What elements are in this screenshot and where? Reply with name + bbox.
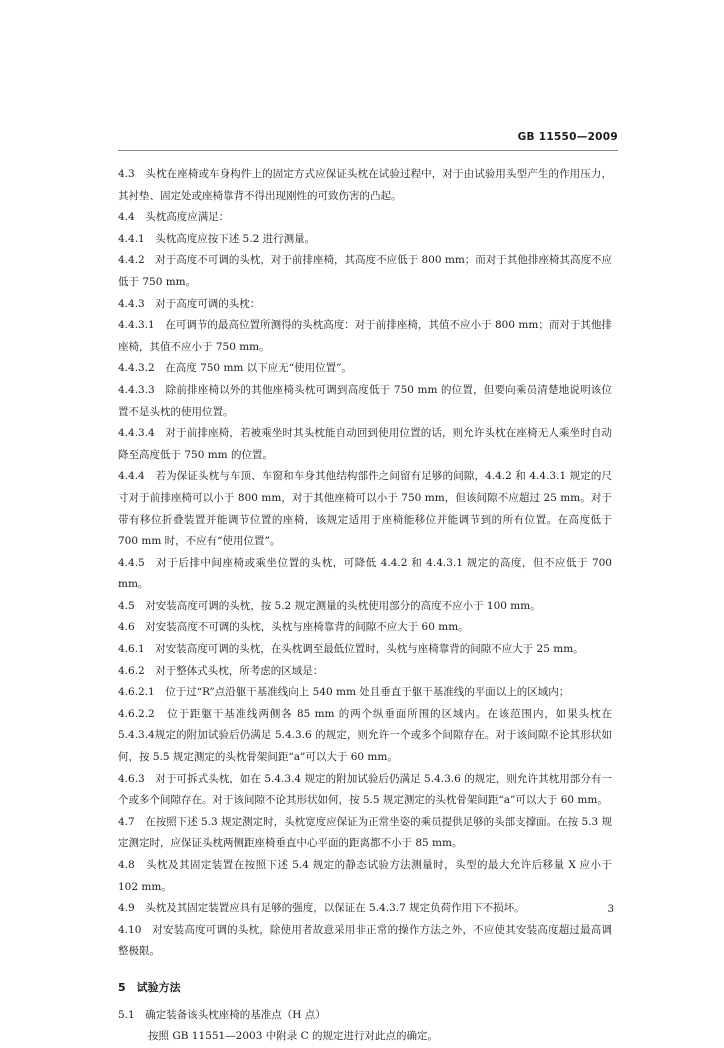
header-rule (118, 150, 618, 151)
clause-4-8: 4.8 头枕及其固定装置在按照下述 5.4 规定的静态试验方法测量时，头型的最大允许后移量 X 应小于 102 mm。 (118, 859, 612, 893)
clause-4-4-3-1: 4.4.3.1 在可调节的最高位置所测得的头枕高度：对于前排座椅，其值不应小于 800 mm；而对于其他排座椅，其值不应小于 750 mm。 (118, 319, 612, 353)
clause-4-4-4: 4.4.4 若为保证头枕与车顶、车窗和车身其他结构部件之间留有足够的间隙，4.4.2 和 4.4.3.1 规定的尺寸对于前排座椅可以小于 800 mm，对于其他座椅可以小于 750 mm，但该间隙不应超过 25 mm。对于带有移位折叠装置并能调节位置的座椅，该规定适用于座椅能移位并能调节到的所有位置。在高度低于 700 mm 时，不应有“使用位置”。 (118, 470, 612, 548)
clause-4-4-3: 4.4.3 对于高度可调的头枕： (118, 297, 261, 310)
clause-4-6-2: 4.6.2 对于整体式头枕，所考虑的区域是： (118, 664, 324, 677)
clause-5-1-text: 按照 GB 11551—2003 中附录 C 的规定进行对此点的确定。 (148, 1030, 438, 1043)
clause-4-4-2: 4.4.2 对于高度不可调的头枕，对于前排座椅，其高度不应低于 800 mm；而对于其他排座椅其高度不应低于 750 mm。 (118, 254, 612, 288)
document-code: GB 11550—2009 (517, 131, 618, 143)
clause-4-7: 4.7 在按照下述 5.3 规定测定时，头枕宽度应保证为正常坐姿的乘员提供足够的头部支撑面。在按 5.3 规定测定时，应保证头枕两侧距座椅垂直中心平面的距离都不小于 85 mm。 (118, 815, 612, 850)
clause-4-4-3-2: 4.4.3.2 在高度 750 mm 以下应无“使用位置”。 (118, 362, 352, 375)
section-5-heading: 5 试验方法 (118, 980, 181, 994)
clause-4-10: 4.10 对安装高度可调的头枕，除使用者故意采用非正常的操作方法之外，不应使其安装高度超过最高调整极限。 (118, 923, 612, 958)
clause-4-3: 4.3 头枕在座椅或车身构件上的固定方式应保证头枕在试验过程中，对于由试验用头型产生的作用压力，其衬垫、固定处或座椅靠背不得出现刚性的可致伤害的凸起。 (118, 168, 612, 202)
clause-4-6: 4.6 对安装高度不可调的头枕，头枕与座椅靠背的间隙不应大于 60 mm。 (118, 621, 469, 634)
clause-4-4-3-4: 4.4.3.4 对于前排座椅，若被乘坐时其头枕能自动回到使用位置的话，则允许头枕在座椅无人乘坐时自动降至高度低于 750 mm 的位置。 (118, 427, 612, 461)
clause-4-6-3: 4.6.3 对于可拆式头枕，如在 5.4.3.4 规定的附加试验后仍满足 5.4.3.6 的规定，则允许其枕用部分有一个或多个间隙存在。对于该间隙不论其形状如何，按 5.5 规定测定的头枕骨架间距“a”可以大于 60 mm。 (118, 772, 612, 807)
clause-4-5: 4.5 对安装高度可调的头枕，按 5.2 规定测量的头枕使用部分的高度不应小于 100 mm。 (118, 599, 541, 612)
clause-4-4-5: 4.4.5 对于后排中间座椅或乘坐位置的头枕，可降低 4.4.2 和 4.4.3.1 规定的高度，但不应低于 700 mm。 (118, 556, 612, 591)
clause-5-1: 5.1 确定装备该头枕座椅的基准点（H 点） (118, 1008, 326, 1021)
clause-4-6-1: 4.6.1 对安装高度可调的头枕，在头枕调至最低位置时，头枕与座椅靠背的间隙不应大于 25 mm。 (118, 643, 584, 656)
clause-4-6-2-2: 4.6.2.2 位于距躯干基准线两侧各 85 mm 的两个纵垂面所围的区域内。在该范围内，如果头枕在 5.4.3.4规定的附加试验后仍满足 5.4.3.6 的规定，则允许一个或多个间隙存在。对于该间隙不论其形状如何，按 5.5 规定测定的头枕骨架间距“a”可以大于 60 mm。 (118, 707, 612, 764)
clause-4-9: 4.9 头枕及其固定装置应具有足够的强度，以保证在 5.4.3.7 规定负荷作用下不损坏。 (118, 902, 525, 915)
page-number: 3 (607, 904, 614, 915)
document-body (118, 164, 612, 1048)
clause-4-4: 4.4 头枕高度应满足： (118, 211, 230, 224)
clause-4-4-1: 4.4.1 头枕高度应按下述 5.2 进行测量。 (118, 232, 316, 245)
clause-4-6-2-1: 4.6.2.1 位于过“R”点沿躯干基准线向上 540 mm 处且垂直于躯干基准线的平面以上的区域内； (118, 686, 570, 699)
clause-4-4-3-3: 4.4.3.3 除前排座椅以外的其他座椅头枕可调到高度低于 750 mm 的位置，但要向乘员清楚地说明该位置不是头枕的使用位置。 (118, 383, 612, 418)
